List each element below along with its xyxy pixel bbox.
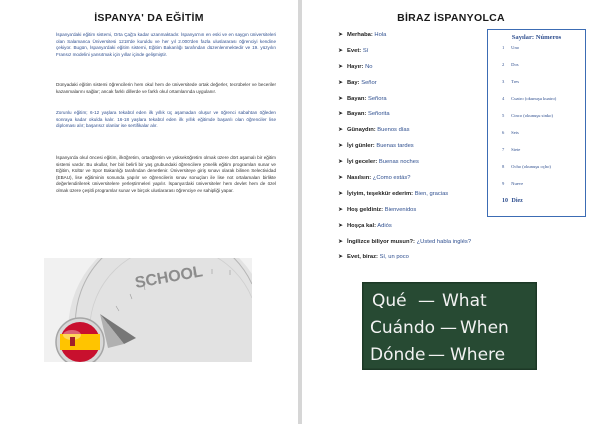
- paragraph-values: Dünyadaki eğitim sistemi öğrencilerin hem okul hem de üniversitede ortak değerler, tecrübeler ve beceriler kazanmalarını sağlar; ancak farklı dillerde ve farklı okul ortamlarında uygulanır.: [56, 82, 276, 94]
- school-compass-image: [44, 258, 252, 362]
- arrow-icon: ➤: [338, 190, 344, 197]
- list-item: ➤ Bayan: Señorita: [338, 111, 390, 118]
- list-item: 8 Ocho (okunuşu oçho): [502, 164, 551, 169]
- svg-text:—: —: [418, 291, 435, 311]
- paragraph-intro: İspanya'daki eğitim sistemi, Orta Çağ'a kadar uzanmaktadır. İspanya'nın en eski ve en saygın üniversiteleri olan Salamanca Üniversitesi 1218'de kuruldu ve her yıl 2.000'den fazla uluslararası öğrenciyi kendine çekiyor. Bugün, İspanya'daki eğitim sistemi, Eğitim Bakanlığı tarafından düzenlenmektedir ve 19. yüzyılın Fransız modelini yansıtmak için yıllar içinde gelişmiştir.: [56, 32, 276, 57]
- arrow-icon: ➤: [338, 127, 344, 134]
- list-item: ➤ İyiyim, teşekkür ederim: Bien, gracias: [338, 190, 449, 197]
- right-page-title: BİRAZ İSPANYOLCA: [397, 12, 505, 24]
- svg-text:—: —: [428, 345, 445, 365]
- list-item: 9 Nueve: [502, 181, 524, 186]
- arrow-icon: ➤: [338, 143, 344, 150]
- arrow-icon: ➤: [338, 254, 344, 261]
- arrow-icon: ➤: [338, 32, 344, 38]
- list-item: ➤ Evet: Sí: [338, 47, 369, 54]
- list-item: 10 Diez: [502, 198, 523, 204]
- list-item: ➤ Evet, biraz: Sí, un poco: [338, 254, 409, 261]
- board-line-1-en: What: [442, 291, 487, 311]
- arrow-icon: ➤: [338, 79, 344, 86]
- arrow-icon: ➤: [338, 111, 344, 118]
- chalkboard-image: [362, 282, 537, 370]
- list-item: 4 Cuatro (okunuşu kuatro): [502, 96, 557, 101]
- list-item: ➤ Nasılsın: ¿Como estás?: [338, 175, 411, 182]
- list-item: ➤ Hoş geldiniz: Bienvenidos: [338, 206, 417, 213]
- numbers-box-title: Sayılar: Números: [511, 34, 562, 41]
- board-line-2-en: When: [460, 318, 509, 338]
- list-item: ➤ İyi geceler: Buenas noches: [338, 159, 419, 166]
- list-item: ➤ Bayan: Señora: [338, 95, 387, 102]
- board-line-3-en: Where: [450, 345, 506, 365]
- board-line-3-es: Dónde: [370, 345, 426, 365]
- arrow-icon: ➤: [338, 63, 344, 70]
- board-line-2-es: Cuándo: [370, 318, 436, 338]
- list-item: 2 Dos: [502, 62, 519, 67]
- list-item: ➤ Günaydın: Buenos días: [338, 127, 410, 134]
- paragraph-compulsory: Zorunlu eğitim; 6-12 yaşlara tekabül eden ilk yıllık üç aşamadan oluşur ve öğrenci sabahtan öğleden sonraya kadar okulda kalır. 16-18 yaşlara tekabül eden ilk yıllık eğitimde başarılı olan öğrenciler lise diploması alır; başarısız olanlar ise sertifikalar alır.: [56, 110, 276, 129]
- arrow-icon: ➤: [338, 206, 344, 213]
- board-line-1-es: Qué: [372, 291, 407, 311]
- arrow-icon: ➤: [338, 47, 344, 54]
- arrow-icon: ➤: [338, 159, 344, 166]
- list-item: ➤ Hoşça kal: Adiós: [338, 222, 392, 229]
- arrow-icon: ➤: [338, 238, 344, 245]
- arrow-icon: ➤: [338, 95, 344, 102]
- list-item: 5 Cinco (okunuşu sinko): [502, 113, 554, 118]
- list-item: 1 Uno: [502, 45, 520, 50]
- list-item: ➤ Hayır: No: [338, 63, 373, 70]
- numbers-box: [487, 29, 586, 217]
- arrow-icon: ➤: [338, 222, 344, 229]
- left-page-title: İSPANYA' DA EĞİTİM: [94, 12, 204, 24]
- list-item: ➤ İyi günler: Buenas tardes: [338, 143, 414, 150]
- arrow-icon: ➤: [338, 175, 344, 182]
- list-item: 7 Siete: [502, 147, 521, 152]
- paragraph-system: İspanya'da okul öncesi eğitim, ilköğretim, ortaöğretim ve yükseköğretim olmak üzere dört aşamalı bir eğitim sistemi vardır. Bu okullar, her biri belirli bir yaş grubundaki öğrencilere yönelik eğitim programları sunar ve Eğitim, Kültür ve Spor Bakanlığı tarafından denetlenir. Üniversiteye giriş sınavı olarak bilinen Selectividad (EBAU), lise eğitiminin sonunda yapılır ve öğrencilerin sınav sonuçları ile lise not ortalamaları birlikte değerlendirilerek üniversitelere yerleştirmeleri yapılır. İspanya'daki üniversiteler hem devlet hem de özel olmak üzere çeşitli programlar sunar ve birçok uluslararası öğrenciye ev sahipliği yapar.: [56, 155, 276, 193]
- phrase-list: [338, 31, 488, 269]
- list-item: 6 Seis: [502, 130, 519, 135]
- list-item: ➤ Merhaba: Hola: [338, 32, 387, 38]
- left-page: [0, 0, 298, 424]
- list-item: ➤ İngilizce biliyor musun?: ¿Usted habla inglés?: [338, 238, 472, 245]
- school-label: SCHOOL: [133, 263, 205, 292]
- numbers-list: [502, 45, 585, 215]
- svg-text:—: —: [440, 318, 457, 338]
- right-page: [302, 0, 600, 424]
- list-item: ➤ Bay: Señor: [338, 79, 377, 86]
- list-item: 3 Tres: [502, 79, 520, 84]
